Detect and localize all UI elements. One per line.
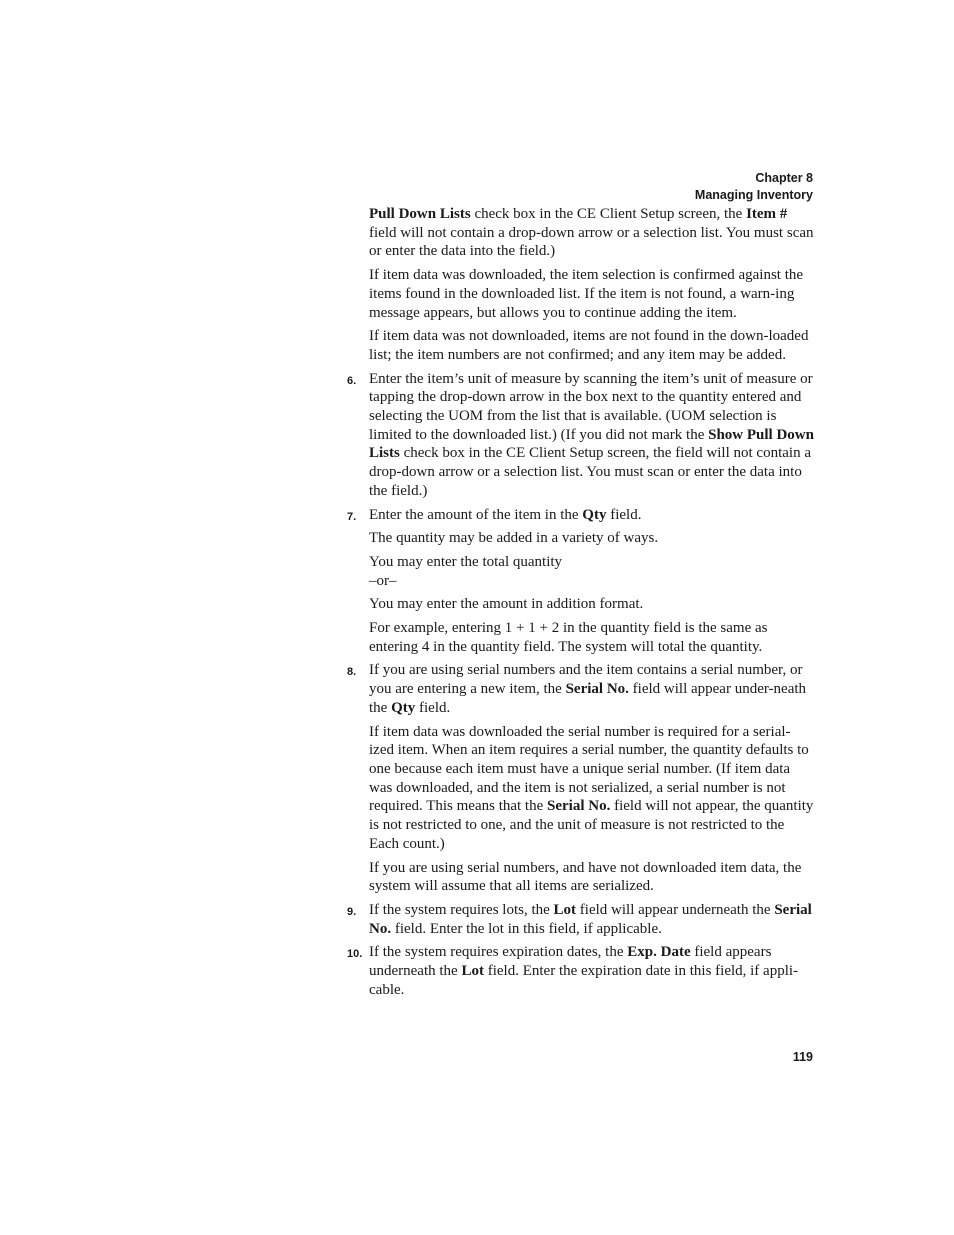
- paragraph: [369, 553, 814, 590]
- bold-term: Lot: [553, 901, 577, 918]
- text-run: Enter the item’s unit of measure by scanning the item’s unit of measure or tapping the drop-down arrow in the box next to the quantity entered and selecting the UOM from the list that is available. (UOM selection is limited to the downloaded list.) (If you did not mark the: [369, 370, 813, 443]
- bold-term: Qty: [582, 506, 607, 523]
- running-header: [695, 170, 813, 204]
- step-8: [347, 661, 814, 717]
- text-run: field. Enter the expiration date in this field, if appli-cable.: [369, 963, 799, 998]
- text-run: If item data was downloaded the serial number is required for a serial-ized item. When an item requires a serial number, the quantity defaults to one because each item must have a unique serial number. (If item data was downloaded, and the item is not serialized, a serial number is not required. This means that the: [369, 723, 809, 815]
- text-run: field will appear under-neath the: [369, 681, 807, 716]
- step-6: [347, 370, 814, 501]
- text-run: field. Enter the lot in this field, if applicable.: [391, 920, 662, 937]
- text-run: Enter the amount of the item in the: [369, 506, 583, 523]
- text-run: field will not contain a drop-down arrow or a selection list. You must scan or enter the data into the field.): [369, 224, 814, 260]
- text-run: –or–: [369, 572, 397, 589]
- paragraph: If you are using serial numbers, and have not downloaded item data, the system will assume that all items are serialized.: [369, 859, 802, 895]
- step-number: 7.: [347, 510, 357, 523]
- paragraph: You may enter the amount in addition format.: [369, 596, 644, 613]
- bold-term: Serial No.: [565, 681, 629, 698]
- text-run: check box in the CE Client Setup screen, the: [470, 206, 747, 222]
- paragraph: [369, 723, 814, 854]
- text-run: field will not appear, the quantity is not restricted to one, and the unit of measure is not restricted to the Each count.): [369, 798, 814, 852]
- step-10: [347, 943, 814, 999]
- bold-term: Qty: [391, 699, 416, 716]
- paragraph: If item data was downloaded, the item selection is confirmed against the items found in the downloaded list. If the item is not found, a warn-ing message appears, but allows you to continue adding the item.: [369, 267, 804, 321]
- body-text: [347, 205, 814, 1004]
- text-run: You may enter the total quantity: [369, 553, 563, 570]
- step-9: [347, 901, 814, 938]
- paragraph: If item data was not downloaded, items are not found in the down-loaded list; the item numbers are not confirmed; and any item may be added.: [369, 328, 809, 363]
- text-run: field.: [606, 506, 642, 523]
- bold-term: Exp. Date: [627, 944, 691, 961]
- paragraph-continuation: [369, 205, 814, 261]
- step-number: 10.: [347, 948, 363, 961]
- bold-term: Serial No.: [547, 798, 611, 815]
- bold-term: Show Pull Down Lists: [369, 426, 814, 462]
- text-run: check box in the CE Client Setup screen, the field will not contain a drop-down arrow or a selection list. You must scan or enter the data into the field.): [369, 445, 811, 499]
- step-number: 6.: [347, 374, 357, 387]
- text-run: field.: [415, 699, 451, 716]
- step-number: 8.: [347, 666, 357, 679]
- step-number: 9.: [347, 905, 357, 918]
- text-run: If you are using serial numbers and the item contains a serial number, or you are entering a new item, the: [369, 662, 803, 698]
- text-run: field will appear underneath the: [576, 901, 775, 918]
- bold-term: Item #: [746, 206, 788, 222]
- paragraph: The quantity may be added in a variety of ways.: [369, 530, 659, 547]
- chapter-label: Chapter 8: [755, 171, 813, 185]
- text-run: If the system requires expiration dates, the: [369, 944, 628, 961]
- section-label: Managing Inventory: [694, 188, 813, 202]
- text-run: field appears underneath the: [369, 944, 772, 980]
- paragraph: For example, entering 1 + 1 + 2 in the quantity field is the same as entering 4 in the quantity field. The system will total the quantity.: [369, 620, 768, 655]
- page-number: 119: [792, 1050, 813, 1064]
- bold-term: Serial No.: [369, 901, 812, 937]
- step-7: [347, 506, 814, 525]
- bold-term: Pull Down Lists: [369, 206, 471, 222]
- bold-term: Lot: [461, 963, 484, 980]
- text-run: If the system requires lots, the: [369, 901, 554, 918]
